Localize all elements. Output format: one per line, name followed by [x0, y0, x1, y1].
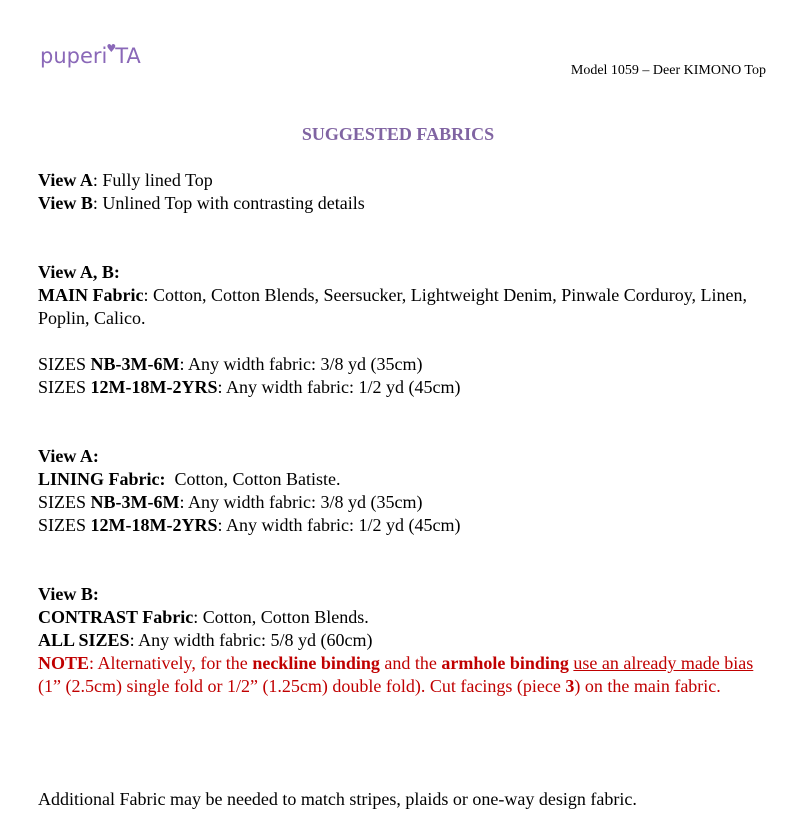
- note-label: NOTE: [38, 653, 90, 673]
- contrast-heading: [38, 583, 758, 606]
- lining-size1-text: : Any width fabric: 3/8 yd (35cm): [179, 492, 423, 512]
- lining-size2-text: : Any width fabric: 1/2 yd (45cm): [217, 515, 461, 535]
- view-b-label: View B: [38, 193, 93, 213]
- main-size1-line: [38, 353, 758, 376]
- lining-fabric-label: LINING Fabric:: [38, 469, 166, 489]
- main-size2-line: [38, 376, 758, 399]
- main-size2-bold: 12M-18M-2YRS: [90, 377, 218, 397]
- lining-size2-prefix: SIZES: [38, 515, 91, 535]
- note-underlined: use an already made bias: [573, 653, 754, 673]
- note-neckline: neckline binding: [252, 653, 380, 673]
- note-text-2: and the: [379, 653, 442, 673]
- all-sizes-text: : Any width fabric: 5/8 yd (60cm): [129, 630, 373, 650]
- all-sizes-label: ALL SIZES: [38, 630, 130, 650]
- main-size1-prefix: SIZES: [38, 354, 91, 374]
- main-heading-text: View A, B:: [38, 262, 120, 282]
- document-body: [38, 169, 758, 698]
- note-piece-number: 3: [565, 676, 575, 696]
- lining-size1-line: [38, 491, 758, 514]
- main-size2-prefix: SIZES: [38, 377, 91, 397]
- note-text-5: ) on the main fabric.: [574, 676, 721, 696]
- note-text-4: (1” (2.5cm) single fold or 1/2” (1.25cm) double fold). Cut facings (piece: [38, 676, 566, 696]
- model-label: Model 1059 – Deer KIMONO Top: [570, 63, 766, 78]
- view-a-text: : Fully lined Top: [92, 170, 213, 190]
- view-a-line: [38, 169, 758, 192]
- note-paragraph: [38, 652, 758, 698]
- lining-size2-line: [38, 514, 758, 537]
- lining-size1-prefix: SIZES: [38, 492, 91, 512]
- contrast-fabric-line: [38, 606, 758, 629]
- lining-fabric-line: [38, 468, 758, 491]
- contrast-heading-text: View B:: [38, 584, 99, 604]
- main-heading: [38, 261, 758, 284]
- contrast-fabric-text: : Cotton, Cotton Blends.: [193, 607, 369, 627]
- main-fabric-line: [38, 284, 758, 330]
- lining-heading-text: View A:: [38, 446, 99, 466]
- main-size1-text: : Any width fabric: 3/8 yd (35cm): [179, 354, 423, 374]
- lining-size1-bold: NB-3M-6M: [90, 492, 180, 512]
- main-fabric-text: : Cotton, Cotton Blends, Seersucker, Lightweight Denim, Pinwale Corduroy, Linen, Poplin, Calico.: [38, 285, 748, 328]
- lining-fabric-text: Cotton, Cotton Batiste.: [165, 469, 341, 489]
- logo-text-a: puperi: [40, 44, 108, 68]
- logo-text-b: TA: [115, 44, 141, 68]
- page-title: SUGGESTED FABRICS: [301, 124, 495, 144]
- contrast-fabric-label: CONTRAST Fabric: [38, 607, 194, 627]
- heart-icon: ♥: [106, 42, 117, 55]
- footer-note: Additional Fabric may be needed to match stripes, plaids or one-way design fabric.: [38, 789, 637, 809]
- view-b-line: [38, 192, 758, 215]
- note-armhole: armhole binding: [441, 653, 569, 673]
- view-a-label: View A: [38, 170, 93, 190]
- main-size1-bold: NB-3M-6M: [90, 354, 180, 374]
- all-sizes-line: [38, 629, 758, 652]
- main-fabric-label: MAIN Fabric: [38, 285, 144, 305]
- brand-logo: [40, 44, 141, 68]
- main-size2-text: : Any width fabric: 1/2 yd (45cm): [217, 377, 461, 397]
- lining-size2-bold: 12M-18M-2YRS: [90, 515, 218, 535]
- view-b-text: : Unlined Top with contrasting details: [92, 193, 365, 213]
- lining-heading: [38, 445, 758, 468]
- note-text-1: : Alternatively, for the: [89, 653, 253, 673]
